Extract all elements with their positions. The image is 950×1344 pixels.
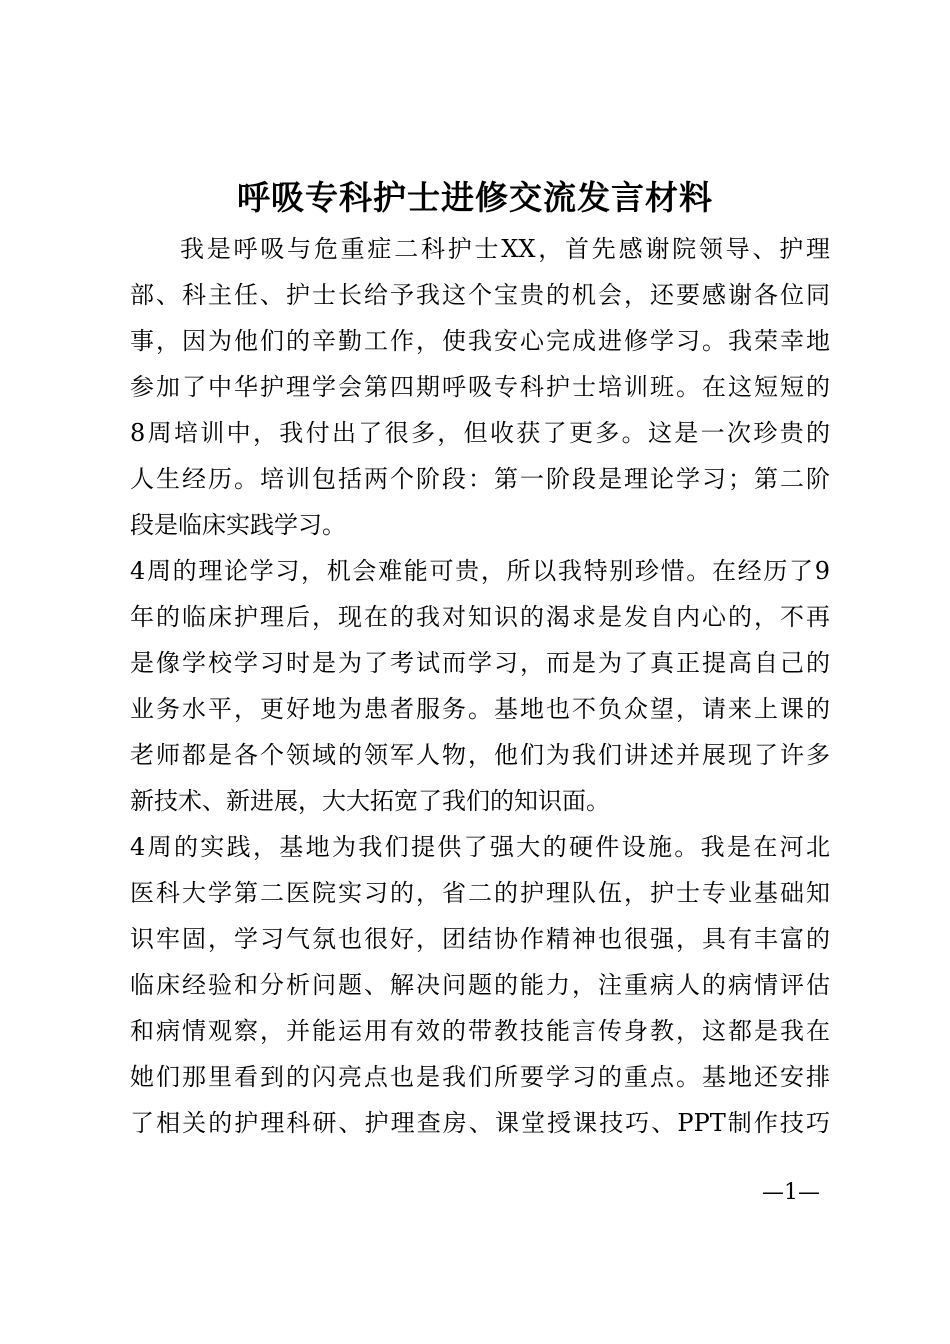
document-body [130,226,830,1146]
text-line: 段是临床实践学习。 [130,511,346,539]
text-line: 事，因为他们的辛勤工作，使我安心完成进修学习。我荣幸地 [130,327,830,355]
text-line: 医科大学第二医院实习的，省二的护理队伍，护士专业基础知 [130,879,830,907]
text-line: 4周的理论学习，机会难能可贵，所以我特别珍惜。在经历了9 [130,557,830,585]
page-number: —1— [762,1180,820,1205]
document-title: 呼吸专科护士进修交流发言材料 [237,178,713,217]
text-line: 我是呼吸与危重症二科护士XX，首先感谢院领导、护理 [180,235,830,263]
text-line: 临床经验和分析问题、解决问题的能力，注重病人的病情评估 [130,971,830,999]
text-line: 部、科主任、护士长给予我这个宝贵的机会，还要感谢各位同 [130,281,830,309]
text-line: 4周的实践，基地为我们提供了强大的硬件设施。我是在河北 [130,833,830,861]
text-line: 年的临床护理后，现在的我对知识的渴求是发自内心的，不再 [130,603,830,631]
text-line: 人生经历。培训包括两个阶段：第一阶段是理论学习；第二阶 [130,465,830,493]
text-line: 参加了中华护理学会第四期呼吸专科护士培训班。在这短短的 [130,373,830,401]
text-line: 是像学校学习时是为了考试而学习，而是为了真正提高自己的 [130,649,830,677]
text-line: 老师都是各个领域的领军人物，他们为我们讲述并展现了许多 [130,741,830,769]
text-line: 了相关的护理科研、护理查房、课堂授课技巧、PPT制作技巧 [130,1109,830,1137]
text-line: 新技术、新进展，大大拓宽了我们的知识面。 [130,787,610,815]
paragraph-1 [130,226,830,548]
text-line: 她们那里看到的闪亮点也是我们所要学习的重点。基地还安排 [130,1063,830,1091]
paragraph-2 [130,548,830,824]
text-line: 8周培训中，我付出了很多，但收获了更多。这是一次珍贵的 [130,419,830,447]
text-line: 业务水平，更好地为患者服务。基地也不负众望，请来上课的 [130,695,830,723]
paragraph-3 [130,824,830,1146]
text-line: 识牢固，学习气氛也很好，团结协作精神也很强，具有丰富的 [130,925,830,953]
text-line: 和病情观察，并能运用有效的带教技能言传身教，这都是我在 [130,1017,830,1045]
